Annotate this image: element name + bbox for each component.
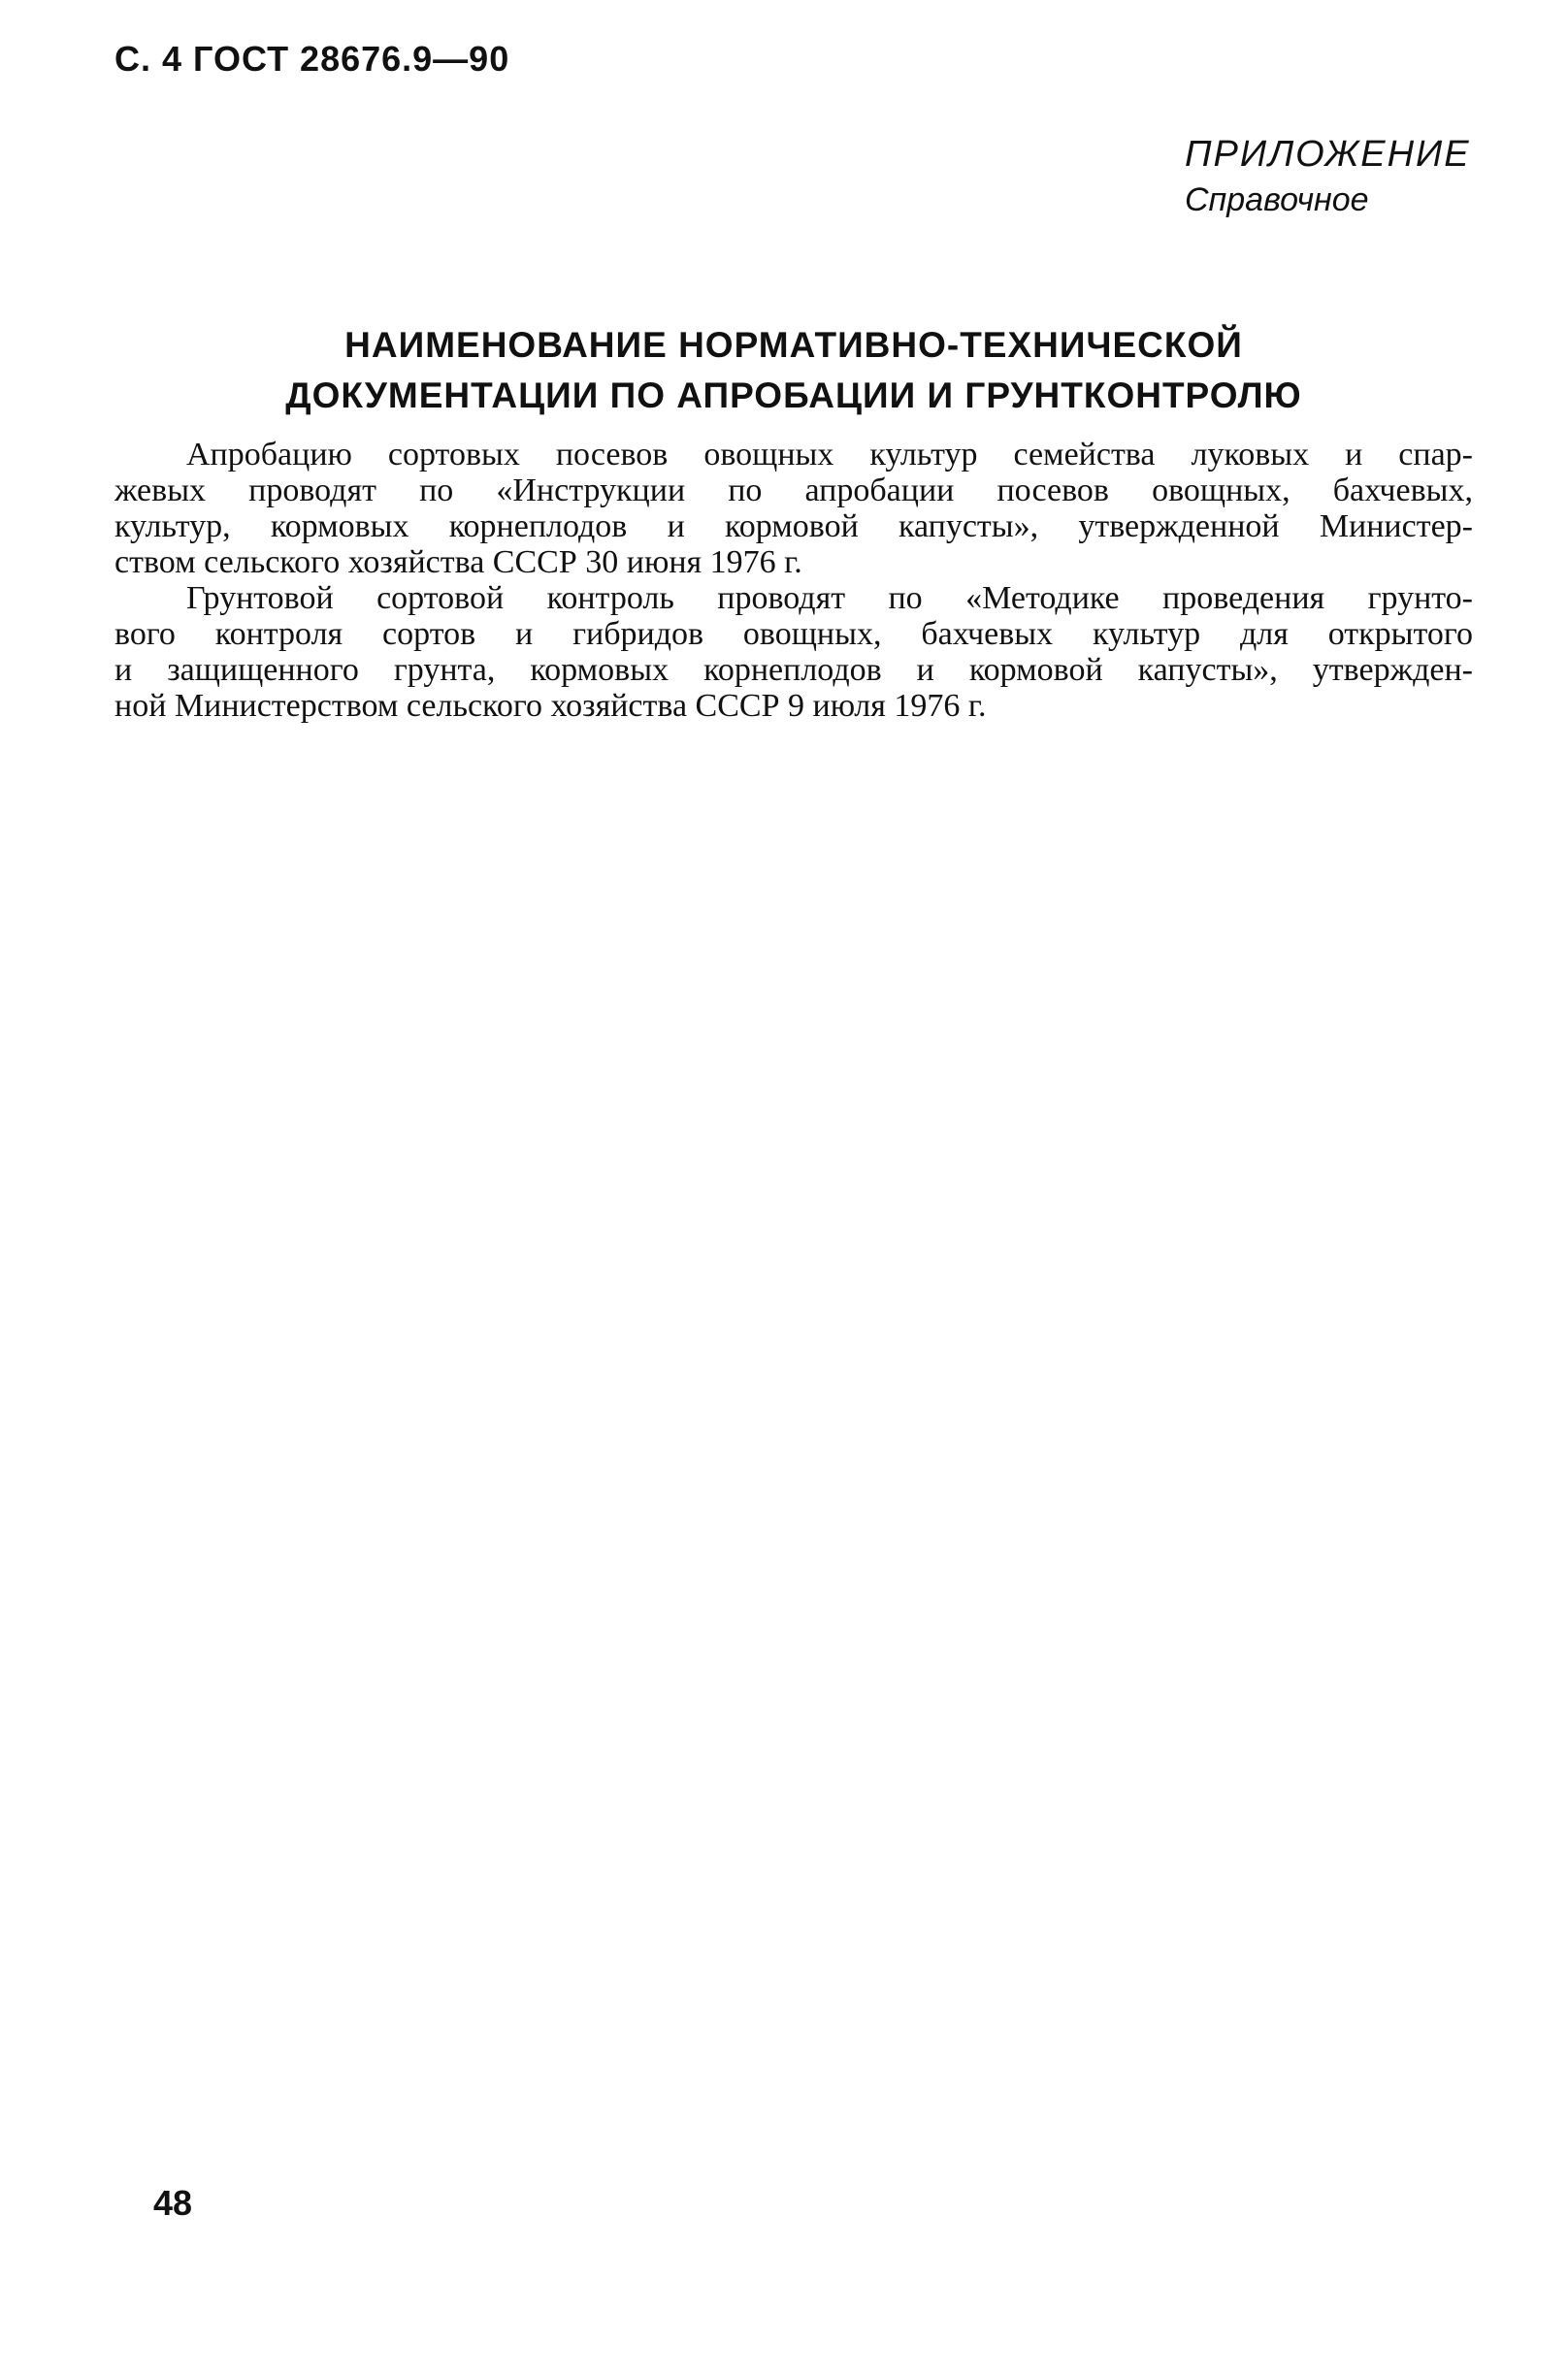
body-text xyxy=(114,437,1473,724)
paragraph-line: культур, кормовых корнеплодов и кормовой капусты», утвержденной Министер- xyxy=(114,508,1473,544)
appendix-type: Справочное xyxy=(1185,181,1369,218)
paragraph-aprobation xyxy=(114,437,1473,580)
document-title-line: ДОКУМЕНТАЦИИ ПО АПРОБАЦИИ И ГРУНТКОНТРОЛЮ xyxy=(285,375,1302,415)
document-title xyxy=(114,320,1473,421)
paragraph-ground-control xyxy=(114,580,1473,724)
appendix-block xyxy=(1185,134,1476,219)
paragraph-line: ной Министерством сельского хозяйства СССР 9 июля 1976 г. xyxy=(114,688,987,724)
paragraph-line: жевых проводят по «Инструкции по апробации посевов овощных, бахчевых, xyxy=(114,472,1473,508)
document-title-line: НАИМЕНОВАНИЕ НОРМАТИВНО-ТЕХНИЧЕСКОЙ xyxy=(344,325,1243,365)
running-header: С. 4 ГОСТ 28676.9—90 xyxy=(114,39,510,79)
paragraph-line: Апробацию сортовых посевов овощных культур семейства луковых и спар- xyxy=(186,437,1473,472)
page-number: 48 xyxy=(153,2183,193,2223)
paragraph-line: ством сельского хозяйства СССР 30 июня 1976 г. xyxy=(114,544,802,580)
appendix-label: ПРИЛОЖЕНИЕ xyxy=(1185,134,1471,175)
paragraph-line: и защищенного грунта, кормовых корнеплодов и кормовой капусты», утвержден- xyxy=(114,652,1473,688)
paragraph-line: Грунтовой сортовой контроль проводят по «Методике проведения грунто- xyxy=(186,580,1473,616)
paragraph-line: вого контроля сортов и гибридов овощных, бахчевых культур для открытого xyxy=(114,616,1473,652)
